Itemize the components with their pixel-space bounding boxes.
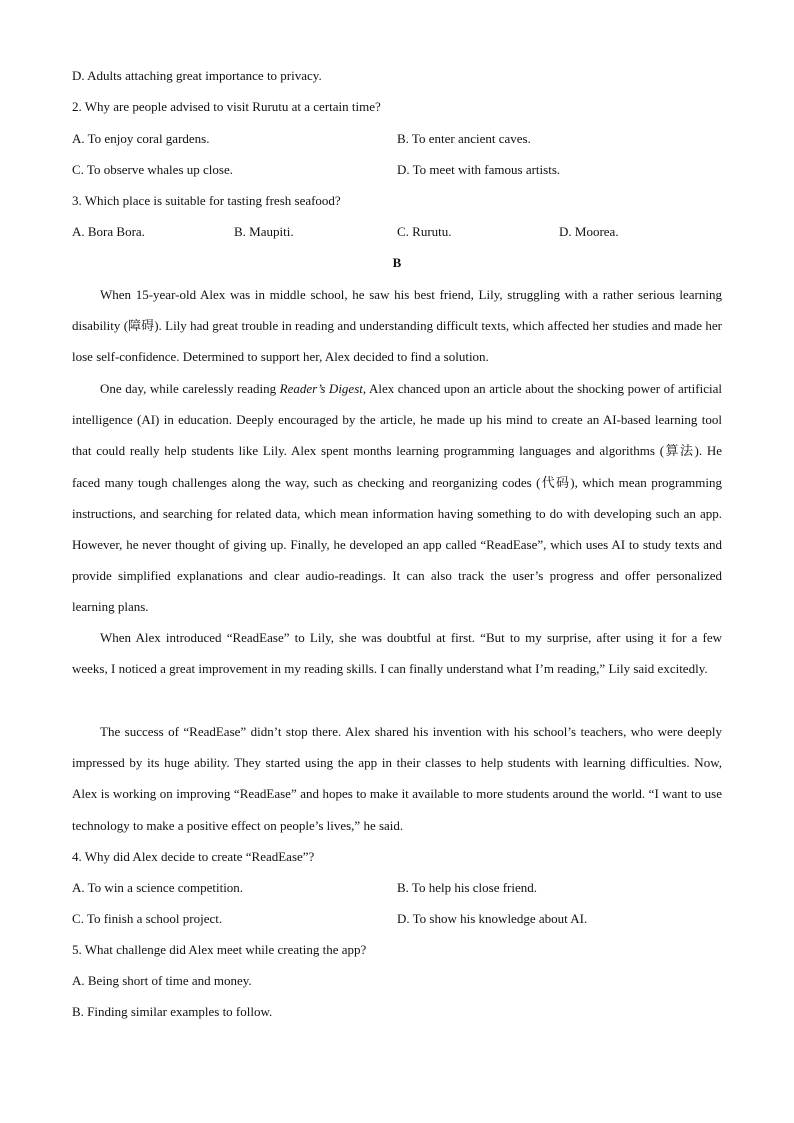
magazine-title: Reader’s Digest <box>279 381 363 396</box>
q2-option-a: A. To enjoy coral gardens. <box>72 131 210 146</box>
q5-option-b: B. Finding similar examples to follow. <box>72 1004 273 1019</box>
section-title: B <box>392 255 402 270</box>
q4-option-a: A. To win a science competition. <box>72 880 244 895</box>
q5-question: 5. What challenge did Alex meet while creating the app? <box>72 942 367 957</box>
passage-paragraph-2 <box>72 373 722 623</box>
q2-question: 2. Why are people advised to visit Rurutu at a certain time? <box>72 99 381 114</box>
q3-option-c: C. Rurutu. <box>397 224 452 239</box>
q3-option-d: D. Moorea. <box>559 224 619 239</box>
q4-option-b: B. To help his close friend. <box>397 880 538 895</box>
p2-text-before: One day, while carelessly reading <box>100 381 280 396</box>
q4-question: 4. Why did Alex decide to create “ReadEase”? <box>72 849 315 864</box>
q3-option-a: A. Bora Bora. <box>72 224 145 239</box>
passage-paragraph-3: When Alex introduced “ReadEase” to Lily, she was doubtful at first. “But to my surprise, after using it for a few weeks, I noticed a great improvement in my reading skills. I can finally understand what I’m reading,” Lily said excitedly. <box>72 630 722 677</box>
q3-option-b: B. Maupiti. <box>234 224 294 239</box>
q1-option-d: D. Adults attaching great importance to privacy. <box>72 68 322 83</box>
q2-option-d: D. To meet with famous artists. <box>397 162 561 177</box>
passage-paragraph-1: When 15-year-old Alex was in middle school, he saw his best friend, Lily, struggling with a rather serious learning disability (障碍). Lily had great trouble in reading and understanding difficult texts, which affected her studies and made her lose self-confidence. Determined to support her, Alex decided to find a solution. <box>72 287 722 365</box>
passage-paragraph-4: The success of “ReadEase” didn’t stop there. Alex shared his invention with his school’s teachers, who were deeply impressed by its huge ability. They started using the app in their classes to help students with learning difficulties. Now, Alex is working on improving “ReadEase” and hopes to make it available to more students around the world. “I want to use technology to make a positive effect on people’s lives,” he said. <box>72 724 722 833</box>
q2-option-b: B. To enter ancient caves. <box>397 131 531 146</box>
q4-option-d: D. To show his knowledge about AI. <box>397 911 588 926</box>
q5-option-a: A. Being short of time and money. <box>72 973 252 988</box>
q2-option-c: C. To observe whales up close. <box>72 162 233 177</box>
q4-option-c: C. To finish a school project. <box>72 911 223 926</box>
q3-question: 3. Which place is suitable for tasting fresh seafood? <box>72 193 341 208</box>
p2-text-after: , Alex chanced upon an article about the shocking power of artificial intelligence (AI) in education. Deeply encouraged by the article, he made up his mind to create an AI-based learning tool that could really help students like Lily. Alex spent months learning programming languages and algorithms (算法). He faced many tough challenges along the way, such as checking and reorganizing codes (代码), which mean programming instructions, and searching for related data, which mean information having something to do with developing such an app. However, he never thought of giving up. Finally, he developed an app called “ReadEase”, which uses AI to study texts and provide simplified explanations and clear audio-readings. It can also track the user’s progress and offer personalized learning plans. <box>72 381 722 615</box>
